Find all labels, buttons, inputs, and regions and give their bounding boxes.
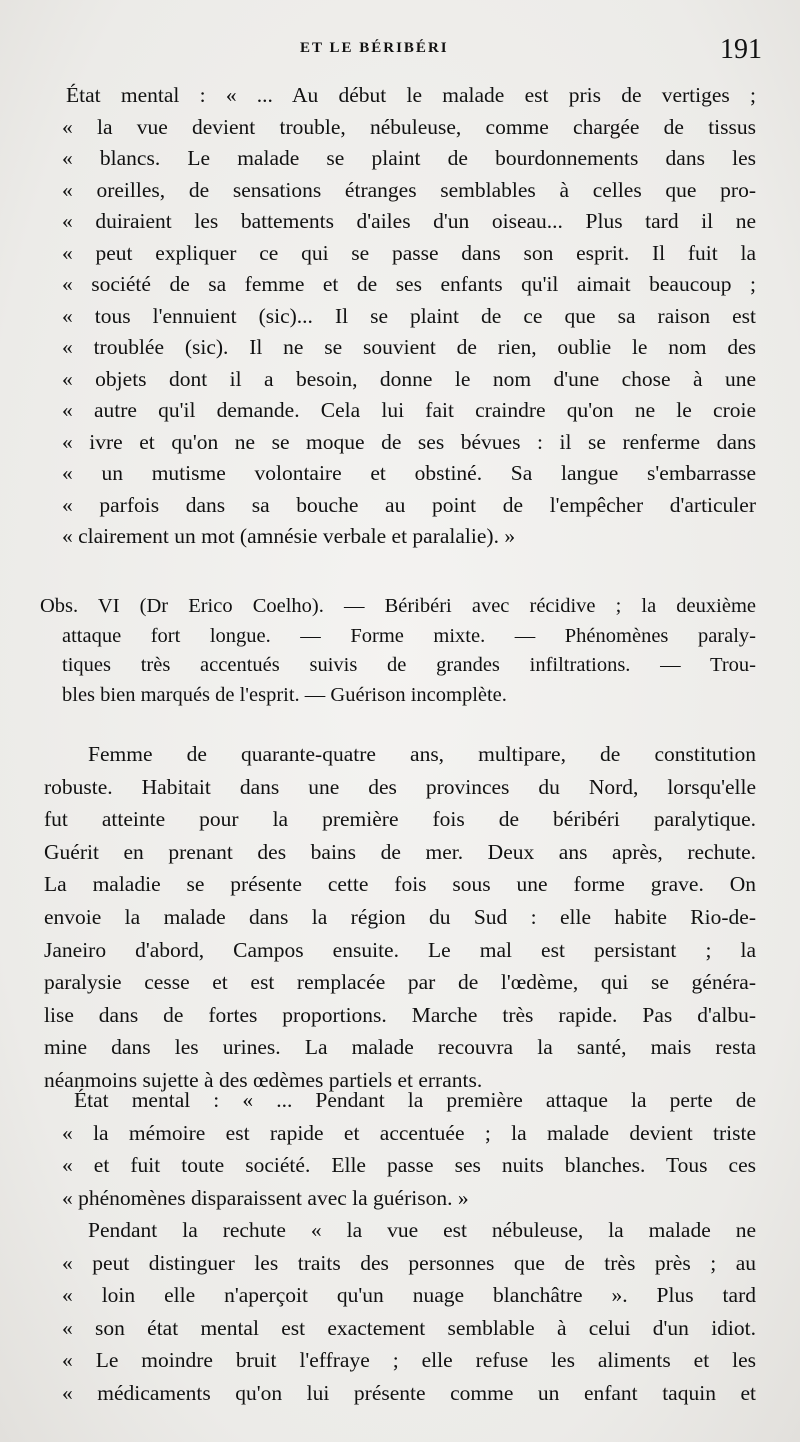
text-line: « peut distinguer les traits des personnes que de très près ; au [62, 1250, 756, 1275]
text-line: « clairement un mot (amnésie verbale et paralalie). » [62, 524, 516, 548]
text-line: « objets dont il a besoin, donne le nom d'une chose à une [62, 366, 756, 391]
text-line: « société de sa femme et de ses enfants qu'il aimait beaucoup ; [62, 272, 756, 296]
text-line: « duiraient les battements d'ailes d'un oiseau... Plus tard il ne [62, 209, 756, 233]
text-line: robuste. Habitait dans une des provinces du Nord, lorsqu'elle [44, 774, 756, 799]
page-number: 191 [720, 34, 762, 65]
paragraph-case-history [44, 738, 756, 1097]
text-line: « Le moindre bruit l'effraye ; elle refuse les aliments et les [62, 1348, 756, 1373]
text-line: Pendant la rechute « la vue est nébuleuse, la malade ne [88, 1218, 756, 1242]
text-line: paralysie cesse et est remplacée par de l'œdème, qui se généra- [44, 970, 756, 995]
text-line: Guérit en prenant des bains de mer. Deux ans après, rechute. [44, 839, 756, 864]
text-line: fut atteinte pour la première fois de béribéri paralytique. [44, 807, 756, 832]
text-line: La maladie se présente cette fois sous une forme grave. On [44, 872, 756, 897]
text-line: « oreilles, de sensations étranges semblables à celles que pro- [62, 177, 756, 202]
text-line: « peut expliquer ce qui se passe dans son esprit. Il fuit la [62, 240, 756, 265]
text-line: lise dans de fortes proportions. Marche très rapide. Pas d'albu- [44, 1002, 756, 1027]
text-line: néanmoins sujette à des œdèmes partiels et errants. [44, 1067, 483, 1092]
paragraph-mental-state-1 [62, 80, 756, 553]
text-line: « la mémoire est rapide et accentuée ; la malade devient triste [62, 1120, 756, 1145]
text-line: « un mutisme volontaire et obstiné. Sa langue s'embarrasse [62, 461, 756, 485]
text-line: « blancs. Le malade se plaint de bourdonnements dans les [62, 146, 756, 170]
text-line: État mental : « ... Pendant la première attaque la perte de [74, 1088, 756, 1112]
text-line: envoie la malade dans la région du Sud : elle habite Rio-de- [44, 904, 756, 929]
text-line: « la vue devient trouble, nébuleuse, comme chargée de tissus [62, 114, 756, 139]
text-line: « loin elle n'aperçoit qu'un nuage blanchâtre ». Plus tard [62, 1283, 756, 1308]
text-line: « autre qu'il demande. Cela lui fait craindre qu'on ne le croie [62, 398, 756, 422]
text-line: tiques très accentués suivis de grandes infiltrations. — Trou- [62, 654, 756, 676]
text-line: bles bien marqués de l'esprit. — Guérison incomplète. [62, 683, 507, 706]
text-line: État mental : « ... Au début le malade est pris de vertiges ; [66, 83, 756, 107]
text-line: Femme de quarante-quatre ans, multipare, de constitution [88, 742, 756, 766]
text-line: « parfois dans sa bouche au point de l'empêcher d'articuler [62, 492, 756, 517]
text-line: Obs. VI (Dr Erico Coelho). — Béribéri avec récidive ; la deuxième [40, 595, 756, 617]
text-line: « troublée (sic). Il ne se souvient de rien, oublie le nom des [62, 335, 756, 359]
observation-heading [40, 592, 756, 710]
paragraph-mental-state-2 [62, 1084, 756, 1214]
text-line: « son état mental est exactement semblable à celui d'un idiot. [62, 1315, 756, 1340]
text-line: « ivre et qu'on ne se moque de ses bévues : il se renferme dans [62, 429, 756, 454]
running-title: ET LE BÉRIBÉRI [300, 40, 449, 56]
running-header [0, 34, 800, 64]
text-line: « médicaments qu'on lui présente comme un enfant taquin et [62, 1380, 756, 1405]
text-line: mine dans les urines. La malade recouvra la santé, mais resta [44, 1035, 756, 1060]
paragraph-relapse [62, 1214, 756, 1410]
text-line: Janeiro d'abord, Campos ensuite. Le mal est persistant ; la [44, 937, 756, 962]
text-line: attaque fort longue. — Forme mixte. — Phénomènes paraly- [62, 624, 756, 647]
text-line: « et fuit toute société. Elle passe ses nuits blanches. Tous ces [62, 1153, 756, 1177]
text-line: « tous l'ennuient (sic)... Il se plaint de ce que sa raison est [62, 303, 756, 328]
text-line: « phénomènes disparaissent avec la guérison. » [62, 1185, 469, 1210]
